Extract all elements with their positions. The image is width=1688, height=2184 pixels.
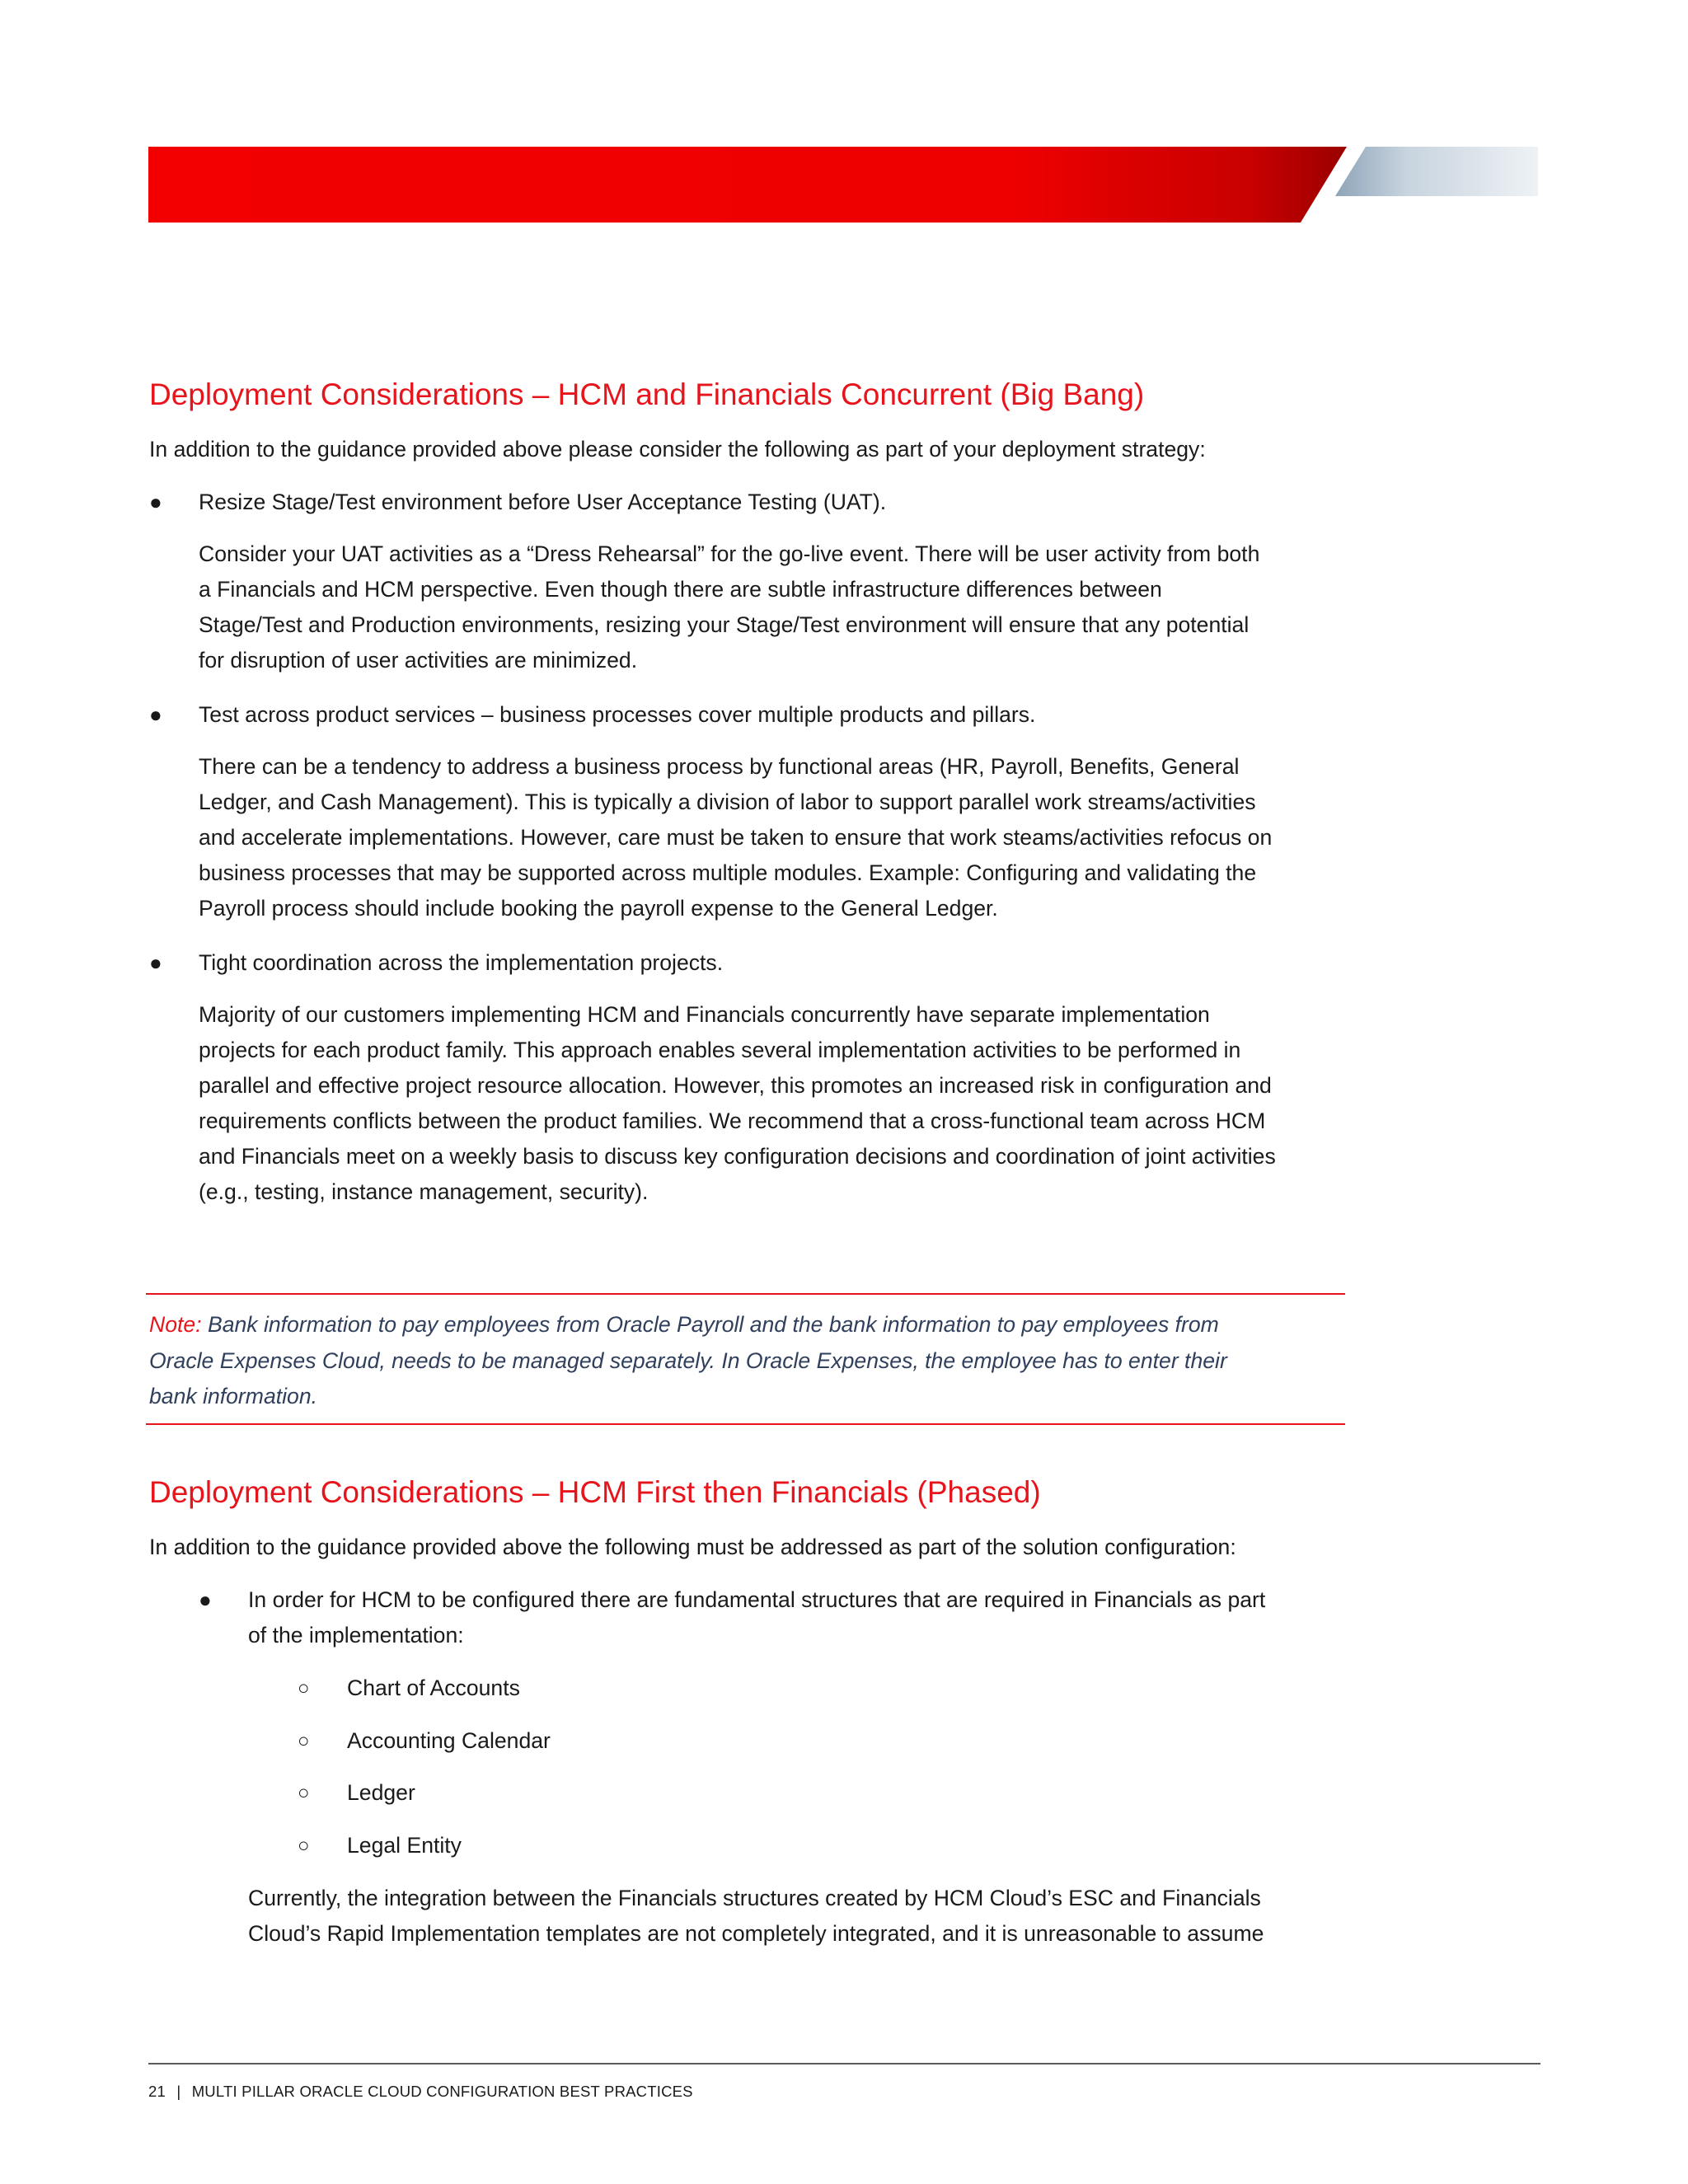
bullet-body-line: (e.g., testing, instance management, security). <box>199 1179 649 1204</box>
note-line-3: bank information. <box>149 1384 317 1408</box>
bullet-icon: ● <box>149 490 162 514</box>
bullet-body-line: and accelerate implementations. However, care must be taken to ensure that work steams/activities refocus on <box>199 825 1273 850</box>
sub-item-ledger: Ledger <box>347 1780 415 1805</box>
circle-bullet-icon: ○ <box>298 1730 310 1752</box>
note-text: Bank information to pay employees from Oracle Payroll and the bank information to pay employees from <box>201 1312 1219 1337</box>
note-line-1 <box>149 1307 1353 1343</box>
section-intro-phased: In addition to the guidance provided above the following must be addressed as part of the solution configuration: <box>149 1535 1236 1559</box>
section-intro-big-bang: In addition to the guidance provided above please consider the following as part of your deployment strategy: <box>149 437 1206 462</box>
bullet-body-line: In order for HCM to be configured there are fundamental structures that are required in Financials as part <box>248 1587 1266 1612</box>
footer-separator: | <box>176 2083 181 2100</box>
bullet-body-line: Majority of our customers implementing HCM and Financials concurrently have separate implementation <box>199 1002 1210 1027</box>
bullet-body-line: Stage/Test and Production environments, resizing your Stage/Test environment will ensure that any potential <box>199 612 1250 637</box>
note-top-rule <box>146 1293 1345 1295</box>
header-banner <box>148 147 1538 223</box>
bullet-title-test: Test across product services – business processes cover multiple products and pillars. <box>199 702 1036 727</box>
circle-bullet-icon: ○ <box>298 1835 310 1857</box>
closing-line: Currently, the integration between the Financials structures created by HCM Cloud’s ESC and Financials <box>248 1886 1261 1910</box>
page-footer <box>148 2083 693 2101</box>
sub-item-accounting-calendar: Accounting Calendar <box>347 1728 551 1753</box>
bullet-icon: ● <box>199 1587 212 1612</box>
bullet-body-line: business processes that may be supported across multiple modules. Example: Configuring and validating the <box>199 860 1257 885</box>
sub-item-chart-of-accounts: Chart of Accounts <box>347 1675 520 1700</box>
circle-bullet-icon: ○ <box>298 1677 310 1699</box>
section-heading-big-bang: Deployment Considerations – HCM and Financials Concurrent (Big Bang) <box>149 377 1145 411</box>
bullet-body-line: projects for each product family. This approach enables several implementation activities to be performed in <box>199 1038 1241 1062</box>
banner-red-band <box>148 147 1347 223</box>
bullet-body-line: Consider your UAT activities as a “Dress Rehearsal” for the go-live event. There will be user activity from both <box>199 541 1260 566</box>
note-label: Note: <box>149 1312 202 1337</box>
page-number: 21 <box>148 2083 166 2100</box>
circle-bullet-icon: ○ <box>298 1782 310 1804</box>
bullet-body-line: a Financials and HCM perspective. Even though there are subtle infrastructure differences between <box>199 577 1162 602</box>
banner-graphic <box>148 147 1538 223</box>
bullet-icon: ● <box>149 702 162 727</box>
bullet-body-line: Ledger, and Cash Management). This is typically a division of labor to support parallel work streams/activities <box>199 790 1256 814</box>
bullet-body-line: There can be a tendency to address a business process by functional areas (HR, Payroll, Benefits, General <box>199 754 1240 779</box>
bullet-title-resize: Resize Stage/Test environment before User Acceptance Testing (UAT). <box>199 490 887 514</box>
note-line-2: Oracle Expenses Cloud, needs to be managed separately. In Oracle Expenses, the employee has to enter their <box>149 1347 1227 1373</box>
note-bottom-rule <box>146 1423 1345 1425</box>
banner-grey-band <box>1335 147 1538 196</box>
bullet-title-coordination: Tight coordination across the implementation projects. <box>199 950 724 975</box>
bullet-icon: ● <box>149 950 162 975</box>
section-heading-phased: Deployment Considerations – HCM First then Financials (Phased) <box>149 1475 1041 1509</box>
bullet-body-line: and Financials meet on a weekly basis to discuss key configuration decisions and coordination of joint activities <box>199 1144 1276 1169</box>
document-title: MULTI PILLAR ORACLE CLOUD CONFIGURATION BEST PRACTICES <box>191 2083 693 2100</box>
sub-item-legal-entity: Legal Entity <box>347 1833 462 1858</box>
bullet-body-line: parallel and effective project resource allocation. However, this promotes an increased risk in configuration and <box>199 1073 1272 1098</box>
note-box <box>149 1307 1353 1415</box>
bullet-body-line: requirements conflicts between the product families. We recommend that a cross-functional team across HCM <box>199 1108 1266 1133</box>
footer-rule <box>148 2063 1540 2064</box>
closing-line: Cloud’s Rapid Implementation templates are not completely integrated, and it is unreasonable to assume <box>248 1921 1264 1946</box>
bullet-body-line: for disruption of user activities are minimized. <box>199 648 638 673</box>
bullet-body-line: Payroll process should include booking the payroll expense to the General Ledger. <box>199 896 998 921</box>
bullet-body-line: of the implementation: <box>248 1623 464 1647</box>
